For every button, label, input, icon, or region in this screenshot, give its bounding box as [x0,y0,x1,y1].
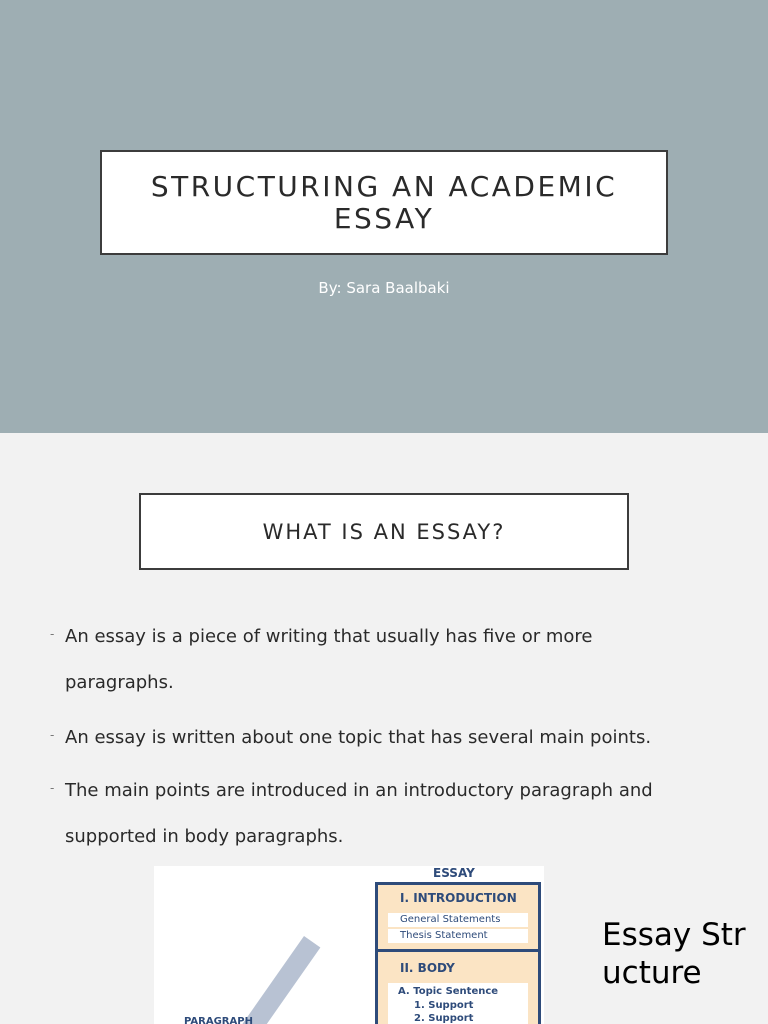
content-slide [0,433,768,1024]
bullet-dash-icon: - [50,781,55,795]
diagram-intro-heading: I. INTRODUCTION [400,891,517,905]
bullet-item [50,715,730,761]
bullet-text-line: An essay is written about one topic that has several main points. [65,727,652,748]
bullet-item [50,768,730,860]
title-box [100,150,668,255]
diagram-essay-label: ESSAY [433,866,475,880]
diagram-support-2: 2. Support [414,1013,474,1024]
title-slide [0,0,768,433]
bullet-text-line: An essay is a piece of writing that usually has five or more [65,626,593,647]
slide-heading: WHAT IS AN ESSAY? [262,519,506,544]
bullet-text-line: paragraphs. [65,672,174,693]
bullet-text-line: supported in body paragraphs. [65,826,344,847]
author-byline: By: Sara Baalbaki [318,279,450,297]
diagram-topic-sentence: A. Topic Sentence [398,986,499,997]
bullet-dash-icon: - [50,627,55,641]
side-caption: Essay Structure [602,917,746,991]
diagram-general-statements: General Statements [388,913,528,927]
heading-box [139,493,629,570]
diagram-thesis-statement: Thesis Statement [388,929,528,943]
essay-structure-diagram [154,866,544,1024]
bullet-dash-icon: - [50,728,55,742]
diagram-essay-frame [375,882,541,1024]
diagram-support-1: 1. Support [414,1000,474,1011]
slide-title: STRUCTURING AN ACADEMIC ESSAY [150,169,618,235]
diagram-paragraph-label: PARAGRAPH [184,1016,253,1024]
bullet-text-line: The main points are introduced in an introductory paragraph and [65,780,653,801]
bullet-item [50,614,730,706]
diagram-connector [224,936,321,1024]
diagram-divider [378,949,538,952]
diagram-body-field [388,983,528,1024]
diagram-body-heading: II. BODY [400,961,455,975]
